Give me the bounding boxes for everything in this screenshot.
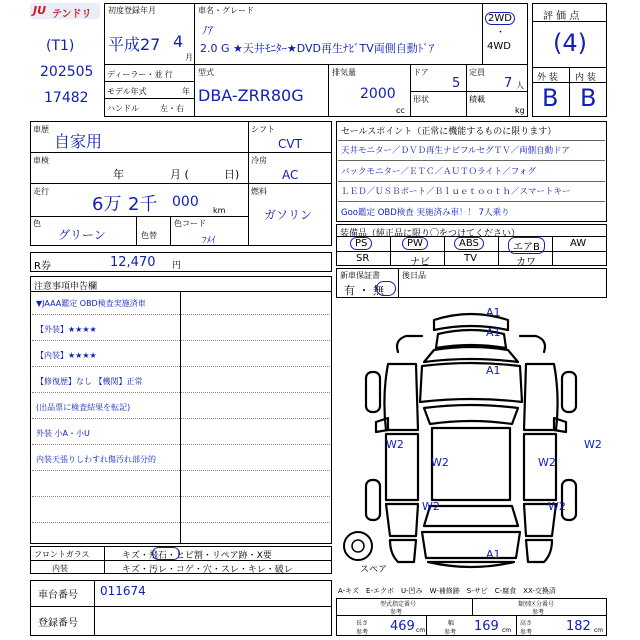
- damage-mark-rear-bumper: A1: [486, 548, 501, 561]
- equip-tv: TV: [464, 253, 477, 264]
- color-change-label: 色替: [141, 231, 157, 240]
- warranty-circle: [376, 281, 396, 296]
- length-value: 469: [390, 619, 415, 634]
- damage-mark-front-lower: A1: [486, 326, 501, 339]
- length-unit: cm: [416, 627, 426, 634]
- sheet-number: 17482: [44, 90, 89, 106]
- sales-point-1: 天井モニター／ＤＶＤ再生ナビフルセグＴＶ／両側自動ドア: [341, 146, 570, 156]
- car-outline: [336, 300, 607, 584]
- damage-mark-right-rear: W2: [548, 500, 566, 513]
- mileage-unit: km: [213, 206, 226, 215]
- equip-navi: ナビ: [410, 257, 430, 268]
- equip-pw: PW: [402, 237, 428, 250]
- equip-sr: SR: [356, 253, 370, 264]
- color-label: 色: [33, 219, 41, 228]
- chassis-label: 車台番号: [38, 590, 78, 601]
- damage-legend: A-キズ E-エクボ U-凹み W-補修跡 S-サビ C-腐食 XX-交換済: [338, 587, 556, 595]
- sheet-date: 202505: [40, 64, 94, 80]
- model-year-unit: 年: [182, 87, 190, 96]
- color-value: グリーン: [58, 228, 106, 242]
- note-1: ▼JAAA鑑定 OBD検査実施済車: [36, 299, 146, 308]
- registration-era: 平成27: [108, 35, 161, 54]
- type-number-label: 型式指定番号: [380, 601, 417, 608]
- logo-ju: JU: [33, 4, 47, 17]
- warranty-value: 有 ・ 無: [344, 284, 384, 297]
- drive-2wd: 2WD: [485, 12, 515, 25]
- sales-points-label: セールスポイント（正常に機能するものに限ります）: [341, 127, 557, 137]
- width-value: 169: [474, 619, 499, 634]
- capacity-unit: 人: [516, 81, 524, 90]
- note-6: 外装 小A・小U: [36, 429, 90, 438]
- damage-mark-left-rear: W2: [422, 500, 440, 513]
- doors-label: ドア: [413, 68, 429, 77]
- equip-aw: AW: [570, 238, 587, 249]
- mileage-v1: 6万: [92, 194, 122, 215]
- fuel-label: 燃料: [251, 187, 267, 196]
- note-3: 【内装】★★★★: [36, 351, 97, 360]
- car-diagram: [336, 300, 607, 584]
- note-7: 内装天張りしわすれ傷汚れ部分的: [36, 455, 156, 464]
- model-grade-label: 車名・グレード: [198, 6, 254, 15]
- color-code: ﾌﾒｲ: [202, 236, 216, 246]
- score-int-label: 内 装: [575, 73, 596, 83]
- sales-point-2: バックモニター／ＥＴＣ／ＡＵＴＯライト／フォグ: [341, 167, 536, 177]
- glass-text: キズ・飛石・ヒビ割・リペア跡・X要: [122, 551, 272, 561]
- registration-label: 初度登録年月: [108, 6, 156, 15]
- width-ref: 参考: [444, 629, 457, 636]
- model-grade: 2.0 G ★天井ﾓﾆﾀｰ★DVD再生ﾅﾋﾞTV両側自動ﾄﾞｱ: [200, 42, 435, 55]
- mileage-v2: 2千: [128, 194, 158, 215]
- capacity-value: 7: [504, 76, 513, 91]
- drive-dot: ・: [496, 28, 506, 38]
- logo-tendori: テンドリ: [52, 9, 92, 20]
- registration-month-unit: 月: [185, 53, 193, 62]
- width-unit: cm: [502, 627, 512, 634]
- aircon-label: 冷房: [251, 156, 267, 165]
- sales-point-3: ＬＥＤ／ＵＳＢポート／Ｂｌｕｅｔｏｏｔｈ／スマートキー: [341, 187, 571, 197]
- inspection-day: 日): [224, 168, 240, 181]
- shift-value: CVT: [278, 137, 302, 151]
- dealer-label: ディーラー・並 行: [107, 70, 173, 79]
- score-ext: B: [542, 84, 559, 112]
- damage-mark-front-bumper: A1: [486, 306, 501, 319]
- length-label: 長さ: [356, 620, 369, 627]
- inspection-month: 月 (: [170, 168, 189, 181]
- interior-text: キズ・汚レ・コゲ・穴・スレ・キレ・破レ: [122, 565, 293, 575]
- warranty-label: 新車保証書: [340, 271, 380, 280]
- load-unit: kg: [515, 106, 525, 115]
- damage-mark-right-door: W2: [538, 456, 556, 469]
- fuel-value: ガソリン: [264, 208, 313, 222]
- sales-point-4: Goo鑑定 OBD検査 実施済み車！！ 7人乗り: [341, 208, 510, 218]
- displacement-unit: cc: [396, 106, 405, 115]
- equip-leather: カワ: [516, 257, 536, 268]
- score-ext-label: 外 装: [537, 73, 558, 83]
- model-code-label: 型式: [198, 68, 214, 77]
- height-unit: cm: [594, 627, 604, 634]
- recycle-value: 12,470: [110, 255, 156, 270]
- recycle-unit: 円: [172, 261, 182, 271]
- height-ref: 参考: [520, 629, 533, 636]
- shift-label: シフト: [251, 125, 275, 134]
- height-label: 高さ: [520, 620, 533, 627]
- chassis-value: 011674: [100, 584, 146, 598]
- after-item-label: 後日品: [402, 271, 426, 280]
- usage-value: 自家用: [54, 132, 103, 151]
- model-year-label: モデル年式: [107, 87, 147, 96]
- color-code-label: 色コード: [174, 219, 206, 228]
- mileage-label: 走行: [33, 187, 49, 196]
- note-5: (出品票に検査結果を転記): [36, 403, 131, 412]
- score-label: 評 価 点: [543, 11, 580, 22]
- regnum-label: 登録番号: [38, 618, 78, 629]
- mileage-v3: 000: [172, 194, 199, 210]
- glass-circle: [152, 547, 180, 560]
- displacement-value: 2000: [360, 86, 396, 102]
- notes-label: 注意事項申告欄: [34, 282, 98, 292]
- interior-label: 内装: [52, 564, 68, 573]
- damage-mark-left-fender: W2: [386, 438, 404, 451]
- inspection-year: 年: [113, 168, 124, 181]
- glass-label: フロントガラス: [34, 550, 90, 559]
- handle-label: ハンドル: [107, 104, 139, 113]
- shape-label: 形状: [413, 95, 429, 104]
- usage-label: 車歴: [33, 125, 49, 134]
- logo: [30, 3, 100, 19]
- spare-label: スペア: [360, 565, 388, 575]
- height-value: 182: [566, 619, 591, 634]
- doors-value: 5: [452, 76, 461, 91]
- load-label: 積載: [469, 95, 485, 104]
- model-name: ﾉｱ: [202, 24, 213, 37]
- capacity-label: 定員: [469, 68, 485, 77]
- score-int: B: [580, 84, 597, 112]
- equip-abs: ABS: [454, 237, 484, 250]
- aircon-value: AC: [282, 168, 299, 182]
- class-number-ref: 参考: [532, 609, 545, 616]
- width-label: 幅: [448, 620, 455, 627]
- equip-ps: PS: [350, 237, 372, 250]
- damage-mark-hood: A1: [486, 364, 501, 377]
- displacement-label: 排気量: [332, 68, 356, 77]
- note-2: 【外装】★★★★: [36, 325, 97, 334]
- equip-airbag: エアB: [508, 237, 545, 254]
- registration-month: 4: [173, 32, 184, 51]
- handle-options: 左・右: [160, 104, 184, 113]
- type-number-ref: 参考: [390, 609, 403, 616]
- sheet-code: (T1): [46, 38, 75, 54]
- drive-4wd: 4WD: [487, 41, 511, 52]
- length-ref: 参考: [356, 629, 369, 636]
- note-4: 【修復歴】なし 【機関】正常: [36, 377, 143, 386]
- damage-mark-left-door: W2: [431, 456, 449, 469]
- damage-mark-right-fender: W2: [584, 438, 602, 451]
- equipment-label: 装備品（純正品に限り〇をつけてください）: [340, 229, 521, 239]
- recycle-label: R券: [34, 261, 51, 272]
- class-number-label: 類別区分番号: [518, 601, 555, 608]
- model-code: DBA-ZRR80G: [198, 86, 304, 105]
- score-value: (4): [553, 29, 587, 57]
- inspection-label: 車検: [33, 156, 49, 165]
- top-info-block: [104, 3, 528, 117]
